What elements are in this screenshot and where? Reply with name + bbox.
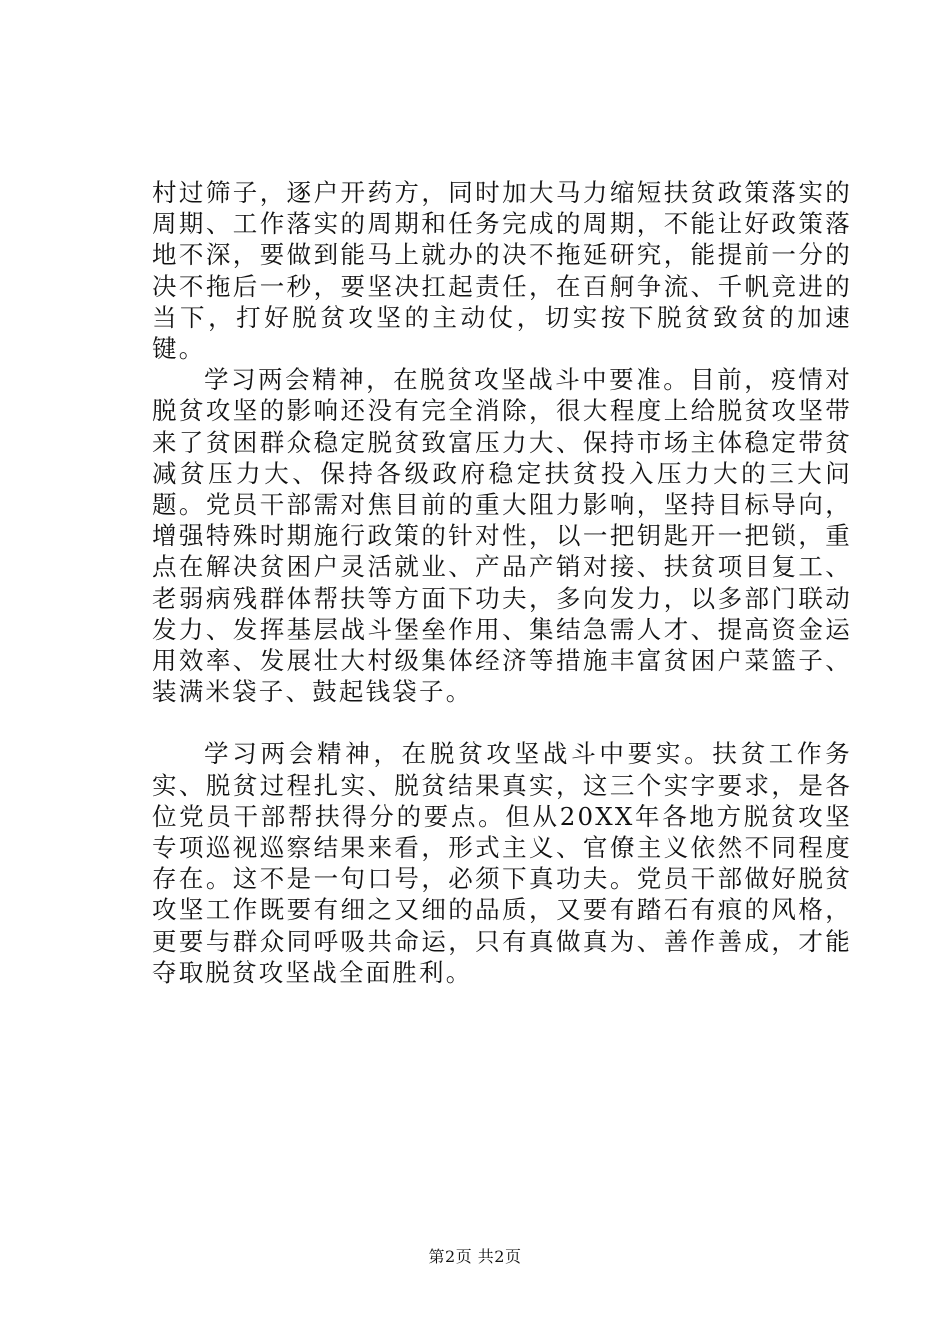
paragraph-accuracy: 学习两会精神，在脱贫攻坚战斗中要准。目前，疫情对脱贫攻坚的影响还没有完全消除，很大程度上给脱贫攻坚带来了贫困群众稳定脱贫致富压力大、保持市场主体稳定带贫减贫压力大、保持各级政府稳定扶贫投入压力大的三大问题。党员干部需对焦目前的重大阻力影响，坚持目标导向，增强特殊时期施行政策的针对性，以一把钥匙开一把锁，重点在解决贫困户灵活就业、产品产销对接、扶贫项目复工、老弱病残群体帮扶等方面下功夫，多向发力，以多部门联动发力、发挥基层战斗堡垒作用、集结急需人才、提高资金运用效率、发展壮大村级集体经济等措施丰富贫困户菜篮子、装满米袋子、鼓起钱袋子。 <box>152 365 852 707</box>
document-body <box>152 177 852 988</box>
page-number-footer: 第2页 共2页 <box>428 1247 522 1266</box>
paragraph-practicality: 学习两会精神，在脱贫攻坚战斗中要实。扶贫工作务实、脱贫过程扎实、脱贫结果真实，这三个实字要求，是各位党员干部帮扶得分的要点。但从20XX年各地方脱贫攻坚专项巡视巡察结果来看，形式主义、官僚主义依然不同程度存在。这不是一句口号，必须下真功夫。党员干部做好脱贫攻坚工作既要有细之又细的品质，又要有踏石有痕的风格，更要与群众同呼吸共命运，只有真做真为、善作善成，才能夺取脱贫攻坚战全面胜利。 <box>152 739 852 987</box>
paragraph-continuation: 村过筛子，逐户开药方，同时加大马力缩短扶贫政策落实的周期、工作落实的周期和任务完成的周期，不能让好政策落地不深，要做到能马上就办的决不拖延研究，能提前一分的决不拖后一秒，要坚决扛起责任，在百舸争流、千帆竞进的当下，打好脱贫攻坚的主动仗，切实按下脱贫致贫的加速键。 <box>152 178 852 364</box>
